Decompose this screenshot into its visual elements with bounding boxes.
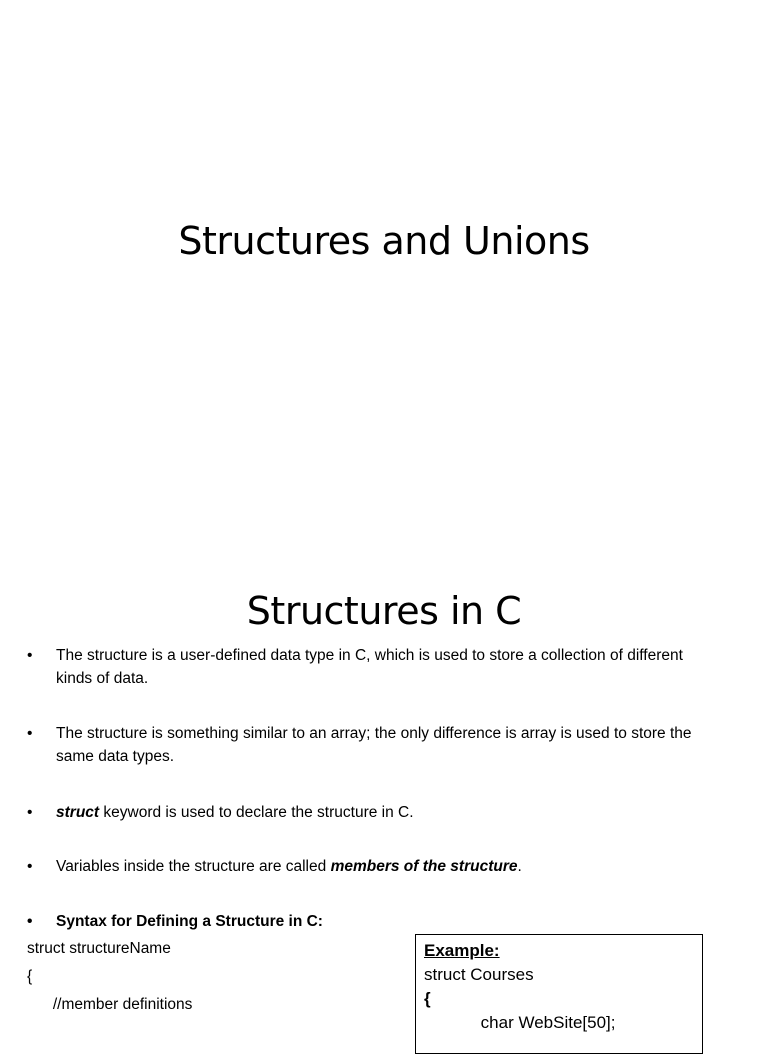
bullet-text: [56, 801, 717, 824]
bullet-text-rest: keyword is used to declare the structure in C.: [99, 804, 414, 821]
bullet-text-start: Variables inside the structure are called: [56, 858, 331, 875]
bullet-marker: •: [27, 647, 33, 664]
code-line: struct Courses: [424, 965, 534, 984]
code-line: struct structureName: [27, 940, 171, 957]
bullet-text-rest: .: [517, 858, 522, 875]
code-line: //member definitions: [27, 996, 193, 1013]
bullet-marker: •: [27, 913, 33, 930]
code-line: {: [424, 989, 431, 1008]
code-line: char WebSite[50];: [424, 1013, 616, 1032]
example-heading: Example:: [424, 941, 500, 960]
bullet-text: [56, 855, 717, 878]
bullet-item: [27, 722, 717, 768]
syntax-code: [27, 935, 192, 1019]
keyword-emphasis: struct: [56, 804, 100, 821]
bullet-item: [27, 801, 717, 824]
bullet-item: [27, 644, 717, 690]
bullet-text: The structure is a user-defined data type in C, which is used to store a collection of different kinds of data.: [56, 647, 683, 687]
bullet-marker: •: [27, 804, 33, 821]
bullet-item: [27, 855, 717, 878]
syntax-heading: Syntax for Defining a Structure in C:: [56, 913, 323, 930]
bullet-text: The structure is something similar to an array; the only difference is array is used to store the same data types.: [56, 725, 692, 765]
code-line: {: [27, 968, 33, 985]
term-emphasis: members of the structure: [330, 858, 518, 875]
bullet-marker: •: [27, 858, 33, 875]
slide-title: Structures in C: [246, 589, 522, 633]
bullet-marker: •: [27, 725, 33, 742]
bullet-item: [27, 910, 717, 933]
example-box: [415, 934, 703, 1054]
bullet-text: [56, 910, 717, 933]
slide-title: Structures and Unions: [178, 219, 590, 263]
